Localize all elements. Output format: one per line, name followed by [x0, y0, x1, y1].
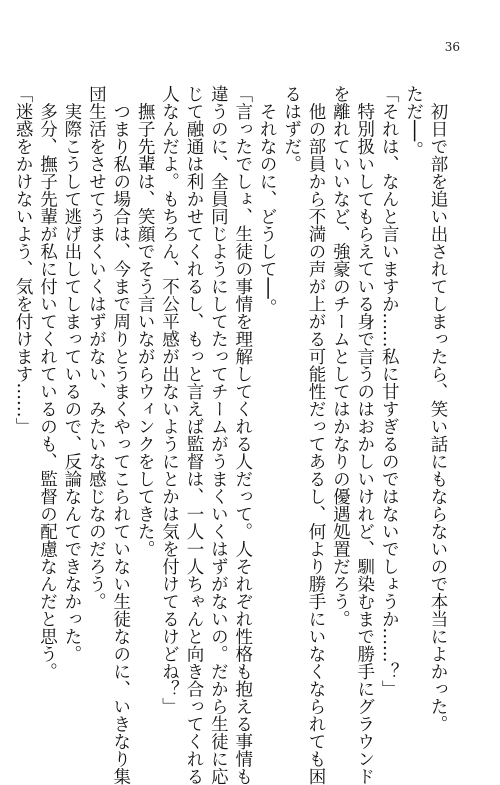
text-line: 実際こうして逃げ出してしまっているので、反論なんてできなかった。 — [61, 85, 82, 663]
text-line: つまり私の場合は、今まで周りとうまくやってこられていない生徒なのに、いきなり集 — [110, 85, 131, 785]
vertical-text-body — [13, 85, 450, 785]
text-line: 「それは、なんと言いますか……私に甘すぎるのではないでしょうか……？」 — [379, 85, 400, 698]
text-line: 多分、撫子先輩が私に付いてくれているのも、監督の配慮なんだと思う。 — [37, 85, 58, 680]
text-line: 違うのに、全員同じようにしてたってチームがうまくいくはずがないの。だから生徒に応 — [208, 85, 229, 785]
text-line: 特別扱いしてもらえている身で言うのはおかしいけれど、馴染むまで勝手にグラウンド — [354, 85, 375, 785]
text-line: じて融通は利かせてくれるし、もっと言えば監督は、一人一人ちゃんと向き合ってくれる — [183, 85, 204, 785]
text-line: 初日で部を追い出されてしまったら、笑い話にもならないので本当によかった。 — [428, 85, 448, 733]
text-line: 「迷惑をかけないよう、気を付けます……」 — [13, 85, 34, 435]
text-line: 撫子先輩は、笑顔でそう言いながらウィンクをしてきた。 — [135, 85, 156, 558]
text-line: るはずだ。 — [281, 85, 302, 173]
text-line: 「言ったでしょ、生徒の事情を理解してくれる人だって。人それぞれ性格も抱える事情も — [232, 85, 253, 785]
text-line: それなのに、どうして──。 — [257, 85, 278, 317]
text-line: 団生活をさせてうまくいくはずがない、みたいな感じなのだろう。 — [86, 85, 107, 610]
text-line: 他の部員から不満の声が上がる可能性だってあるし、何より勝手にいなくなられても困 — [305, 85, 326, 785]
text-line: を離れていいなど、強豪のチームとしてはかなりの優遇処置だろう。 — [330, 85, 351, 628]
page-number: 36 — [444, 40, 460, 54]
text-line: 人なんだよ。もちろん、不公平感が出ないようにとかは気を付けてるけどね？」 — [159, 85, 180, 715]
text-line: ただ──。 — [403, 85, 424, 159]
